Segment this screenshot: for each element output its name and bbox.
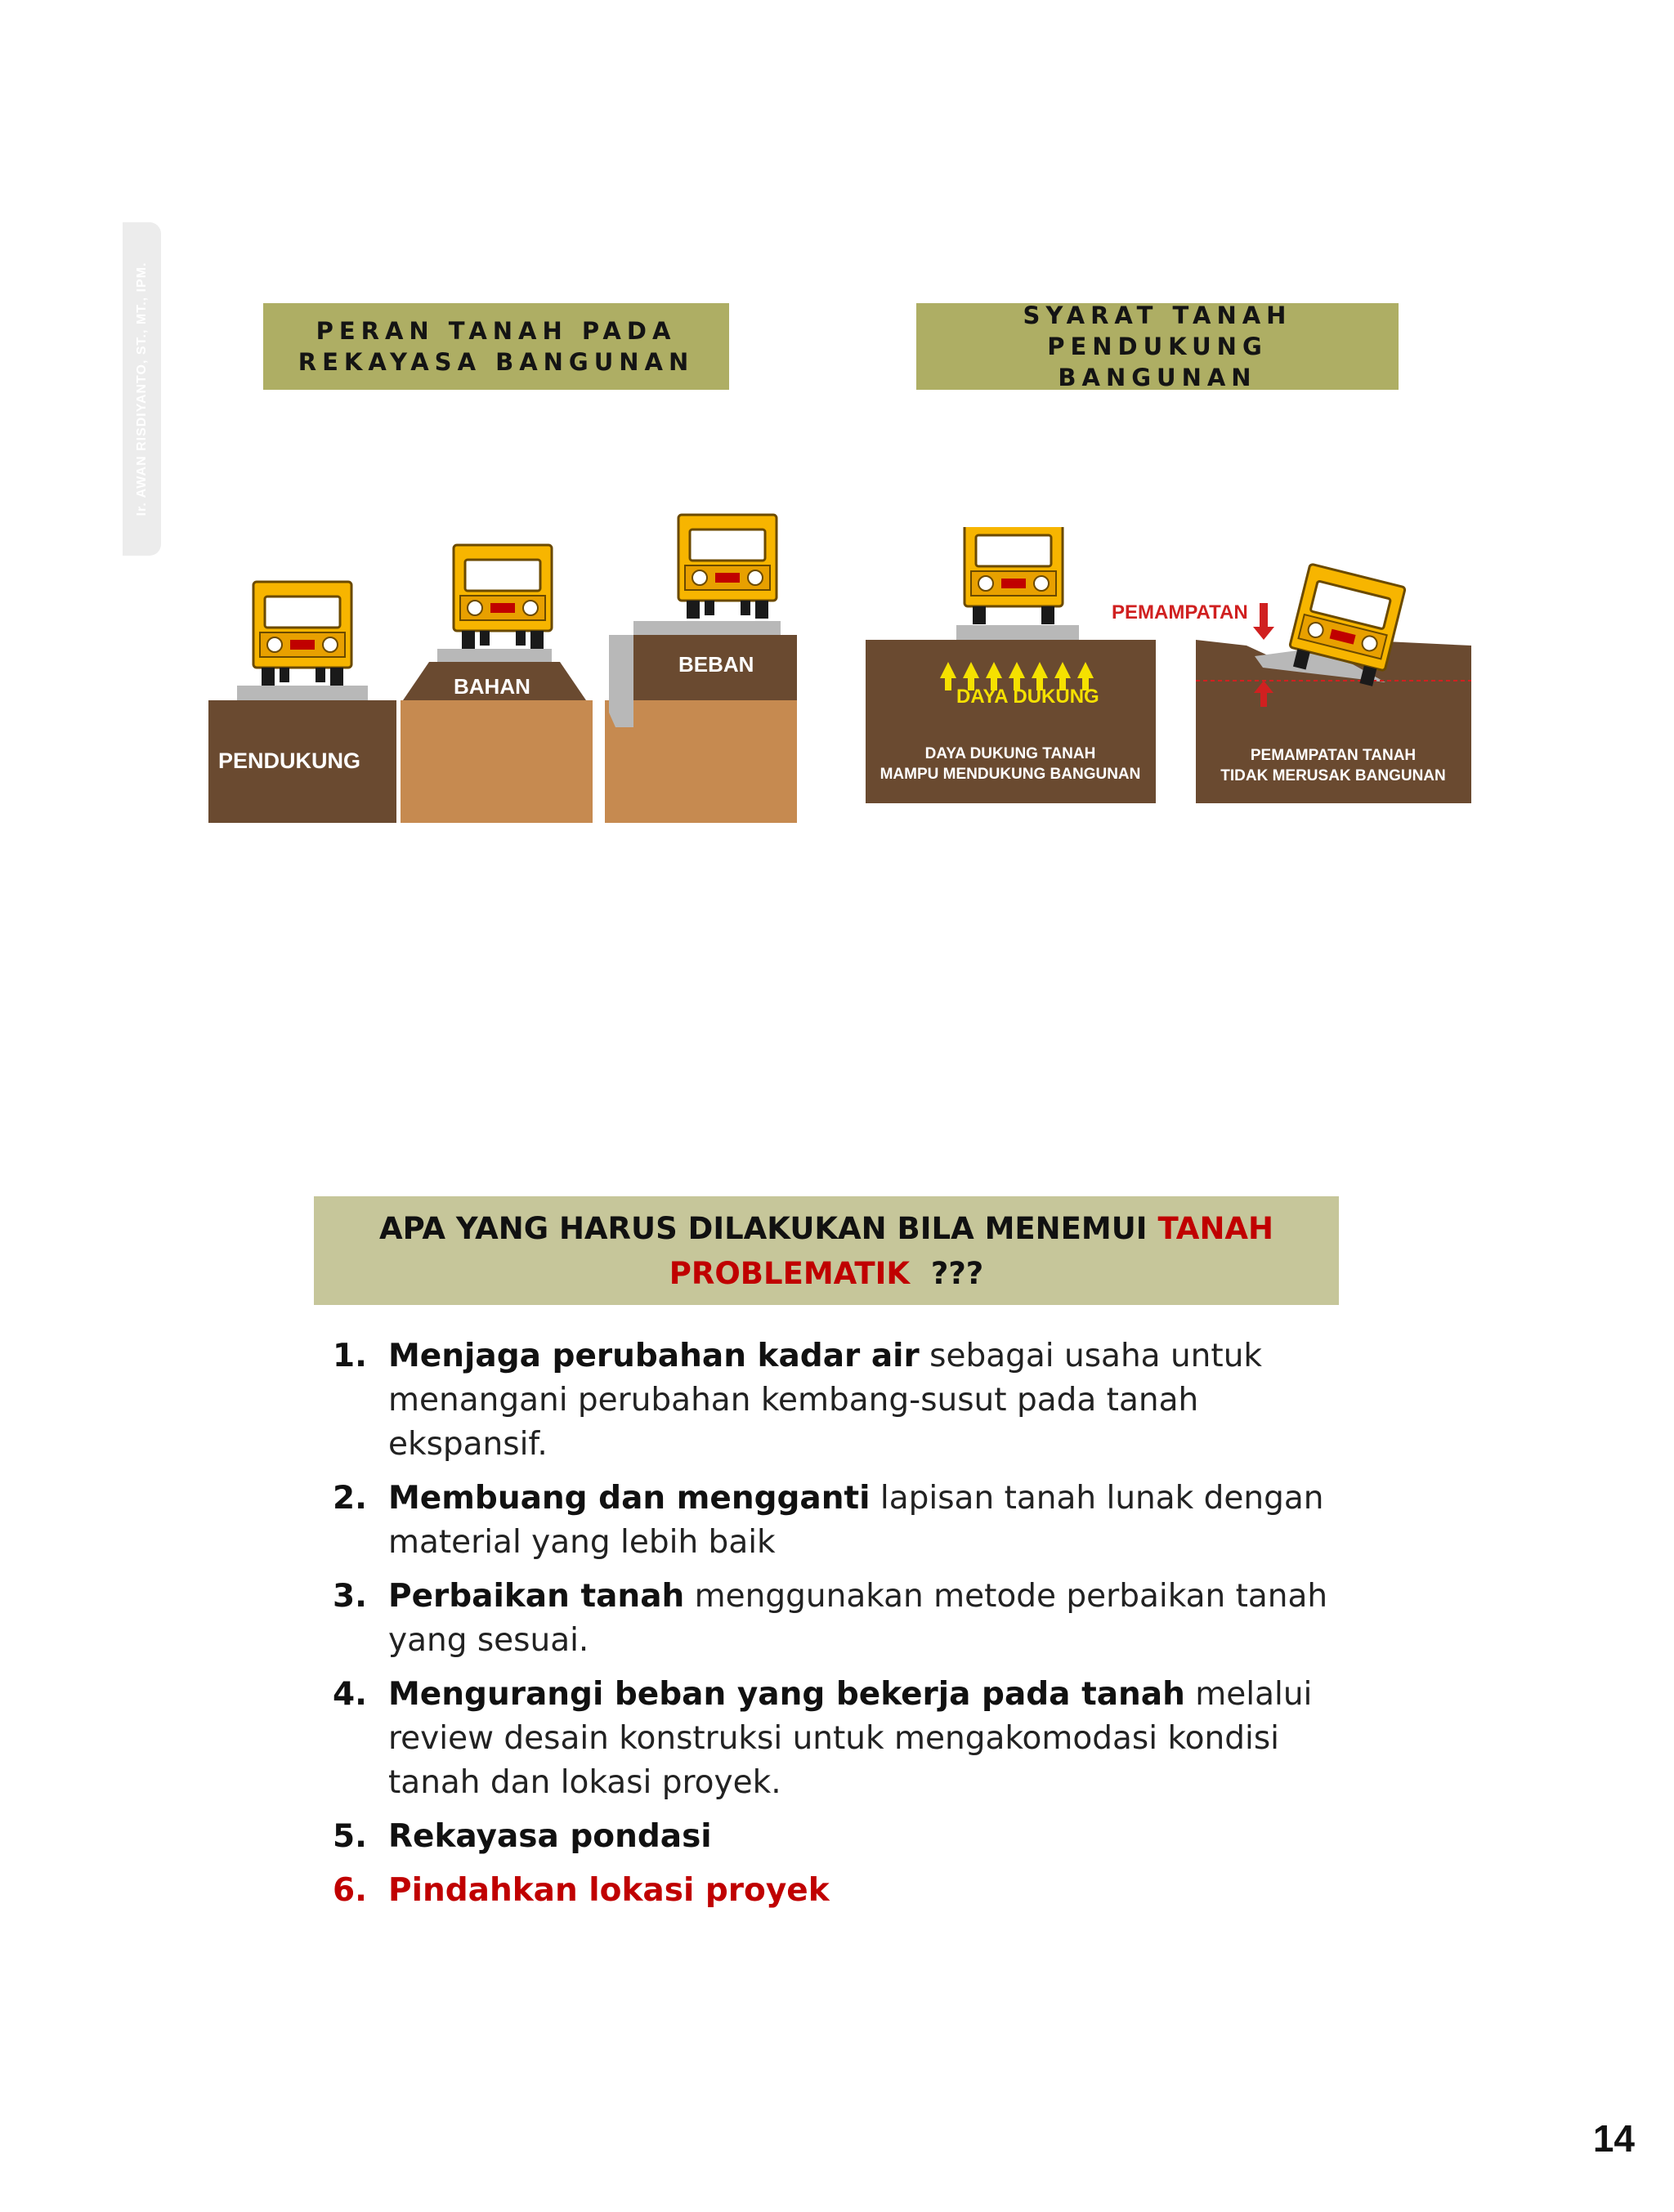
question-line-1 (314, 1206, 1339, 1251)
label-pemampatan: PEMAMPATAN (1112, 601, 1248, 623)
item-bold: Rekayasa pondasi (388, 1818, 712, 1855)
question-suffix: ??? (910, 1255, 984, 1291)
question-highlight: PROBLEMATIK (669, 1255, 911, 1291)
heading-line: PERAN TANAH PADA (316, 317, 677, 345)
sand-block (401, 700, 593, 823)
item-text: melalui review desain konstruksi untuk mengakomodasi kondisi tanah dan lokasi proyek. (388, 1676, 1313, 1801)
heading-line: BANGUNAN (1058, 364, 1257, 391)
syarat-tanah-illustration (862, 527, 1475, 805)
item-bold: Pindahkan lokasi proyek (388, 1872, 830, 1909)
truck-icon (454, 545, 552, 649)
list-item (331, 1869, 1336, 1913)
question-highlight: TANAH (1157, 1210, 1274, 1246)
author-side-tab (123, 222, 161, 556)
heading-peran-tanah (263, 303, 729, 390)
item-text: lapisan tanah lunak dengan material yang lebih baik (388, 1480, 1324, 1561)
item-text: sebagai usaha untuk menangani perubahan kembang-susut pada tanah ekspansif. (388, 1338, 1262, 1463)
truck-icon (253, 582, 351, 686)
caption-daya-dukung-1: DAYA DUKUNG TANAH (924, 745, 1096, 762)
item-text: menggunakan metode perbaikan tanah yang sesuai. (388, 1578, 1328, 1659)
heading-line: REKAYASA BANGUNAN (298, 348, 695, 376)
item-bold: Perbaikan tanah (388, 1578, 685, 1615)
caption-pemampatan-1: PEMAMPATAN TANAH (1250, 747, 1417, 764)
label-beban: BEBAN (678, 652, 754, 677)
item-number: 2. (333, 1480, 367, 1517)
foundation-slab (956, 625, 1079, 640)
sand-block (605, 700, 797, 823)
truck-icon (678, 515, 777, 619)
pile-wall (609, 635, 633, 727)
item-number: 4. (333, 1676, 367, 1713)
list-item (331, 1334, 1336, 1467)
steps-list (331, 1334, 1336, 1923)
peran-tanah-illustration (208, 500, 797, 823)
foundation-slab (237, 686, 368, 700)
item-bold: Mengurangi beban yang bekerja pada tanah (388, 1676, 1185, 1713)
item-number: 6. (333, 1872, 367, 1909)
label-bahan: BAHAN (454, 674, 530, 699)
item-number: 5. (333, 1818, 367, 1855)
down-arrow-icon (1253, 603, 1274, 640)
heading-syarat-tanah (916, 303, 1399, 390)
caption-pemampatan-2: TIDAK MERUSAK BANGUNAN (1220, 767, 1446, 784)
question-text: APA YANG HARUS DILAKUKAN BILA MENEMUI (378, 1210, 1158, 1246)
list-item (331, 1815, 1336, 1859)
foundation-slab (437, 649, 552, 662)
item-bold: Menjaga perubahan kadar air (388, 1338, 920, 1374)
question-banner (314, 1196, 1339, 1305)
list-item (331, 1673, 1336, 1805)
caption-daya-dukung-2: MAMPU MENDUKUNG BANGUNAN (880, 766, 1141, 783)
question-line-2 (314, 1251, 1339, 1296)
truck-icon (965, 527, 1063, 624)
list-item (331, 1477, 1336, 1565)
author-name: Ir. AWAN RISDIYANTO, ST., MT., IPM. (134, 261, 149, 516)
label-daya-dukung: DAYA DUKUNG (956, 686, 1099, 708)
item-bold: Membuang dan mengganti (388, 1480, 871, 1517)
foundation-slab (633, 621, 781, 635)
item-number: 3. (333, 1578, 367, 1615)
item-number: 1. (333, 1338, 367, 1374)
label-pendukung: PENDUKUNG (218, 749, 361, 773)
list-item (331, 1575, 1336, 1663)
page-number: 14 (1592, 2117, 1635, 2160)
heading-line: SYARAT TANAH PENDUKUNG (1023, 302, 1292, 360)
